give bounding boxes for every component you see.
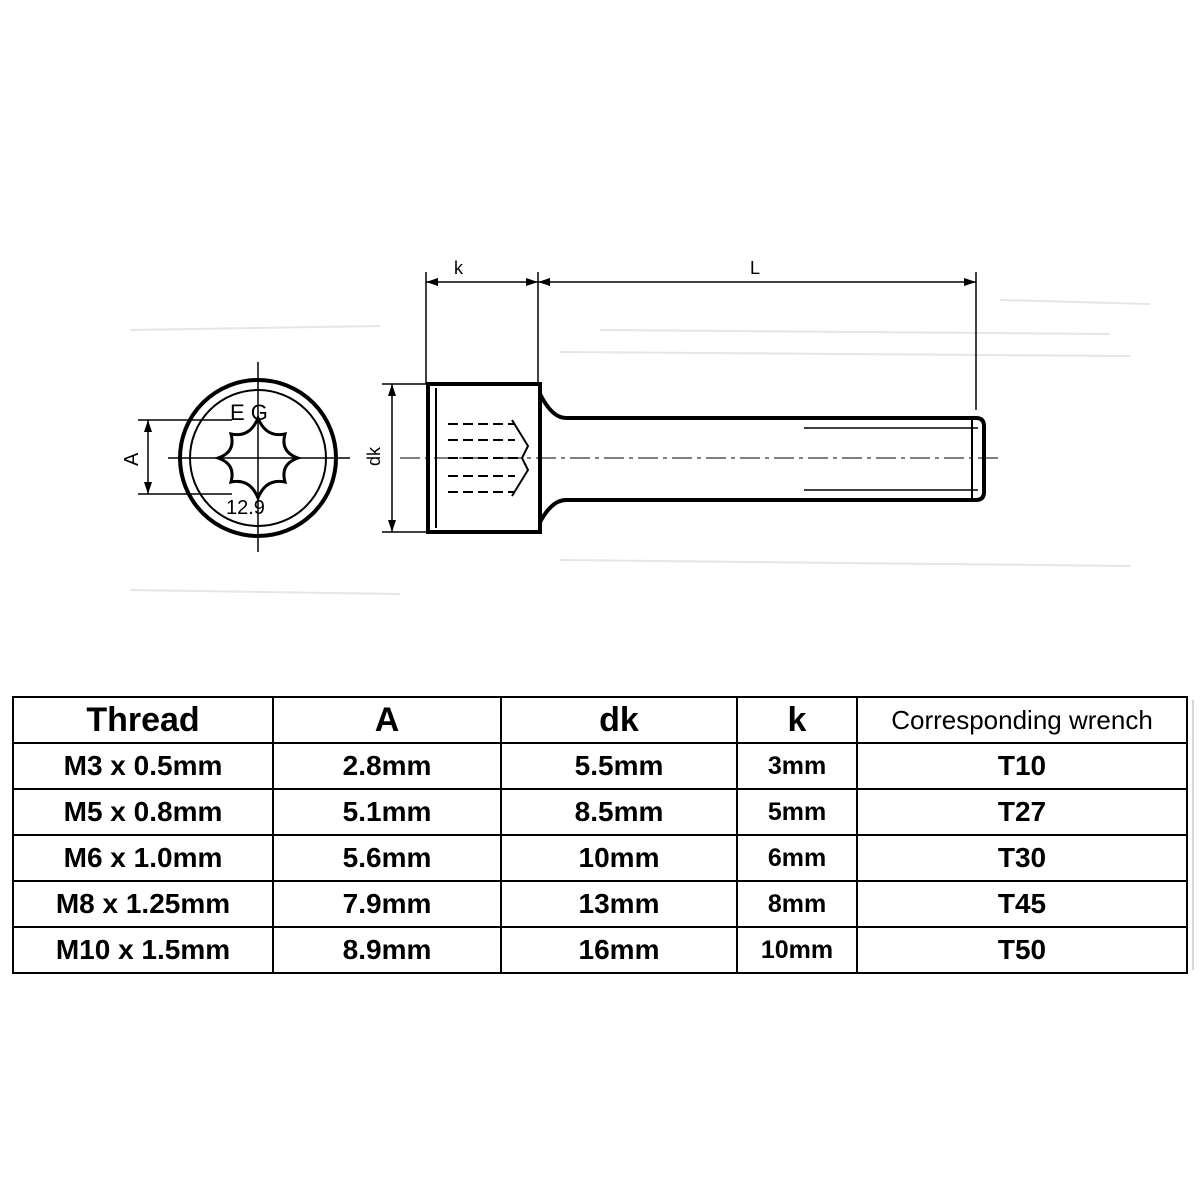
table-row [13, 743, 1187, 789]
dim-dk-label: dk [364, 446, 384, 466]
cell-wrench: T50 [857, 927, 1187, 973]
cell-wrench: T30 [857, 835, 1187, 881]
dim-k-label: k [454, 258, 463, 278]
end-view [121, 362, 350, 552]
header-k: k [737, 697, 857, 743]
cell-k: 10mm [737, 927, 857, 973]
dim-dk-arrow-bottom [388, 520, 396, 532]
dim-k-arrow-left [426, 278, 438, 286]
cell-thread: M6 x 1.0mm [13, 835, 273, 881]
side-view [364, 258, 1000, 532]
cell-k: 3mm [737, 743, 857, 789]
header-wrench: Corresponding wrench [857, 697, 1187, 743]
cell-a: 8.9mm [273, 927, 501, 973]
cell-wrench: T27 [857, 789, 1187, 835]
head-marking-eg: E G [230, 400, 268, 425]
cell-a: 5.1mm [273, 789, 501, 835]
cell-k: 8mm [737, 881, 857, 927]
dim-k-arrow-right [526, 278, 538, 286]
cell-dk: 16mm [501, 927, 737, 973]
cell-wrench: T10 [857, 743, 1187, 789]
cell-k: 6mm [737, 835, 857, 881]
header-a: A [273, 697, 501, 743]
dim-a-arrow-top [144, 420, 152, 432]
header-thread: Thread [13, 697, 273, 743]
table-row [13, 835, 1187, 881]
cell-thread: M10 x 1.5mm [13, 927, 273, 973]
cell-dk: 8.5mm [501, 789, 737, 835]
dim-l-arrow-left [538, 278, 550, 286]
dim-dk-arrow-top [388, 384, 396, 396]
spec-table [12, 696, 1188, 974]
background-noise [130, 300, 1150, 594]
cell-a: 2.8mm [273, 743, 501, 789]
dim-l-label: L [750, 258, 761, 278]
cell-k: 5mm [737, 789, 857, 835]
cell-dk: 5.5mm [501, 743, 737, 789]
cell-dk: 13mm [501, 881, 737, 927]
cell-thread: M8 x 1.25mm [13, 881, 273, 927]
table-header-row [13, 697, 1187, 743]
cell-wrench: T45 [857, 881, 1187, 927]
cell-dk: 10mm [501, 835, 737, 881]
cell-thread: M3 x 0.5mm [13, 743, 273, 789]
cell-thread: M5 x 0.8mm [13, 789, 273, 835]
cell-a: 7.9mm [273, 881, 501, 927]
table-row [13, 881, 1187, 927]
table-edge-shadow [1192, 700, 1194, 970]
dim-a-label: A [121, 452, 143, 466]
table-row [13, 789, 1187, 835]
dim-a-arrow-bottom [144, 482, 152, 494]
table-row [13, 927, 1187, 973]
header-dk: dk [501, 697, 737, 743]
head-marking-grade: 12.9 [226, 497, 265, 519]
dim-l-arrow-right [964, 278, 976, 286]
cell-a: 5.6mm [273, 835, 501, 881]
